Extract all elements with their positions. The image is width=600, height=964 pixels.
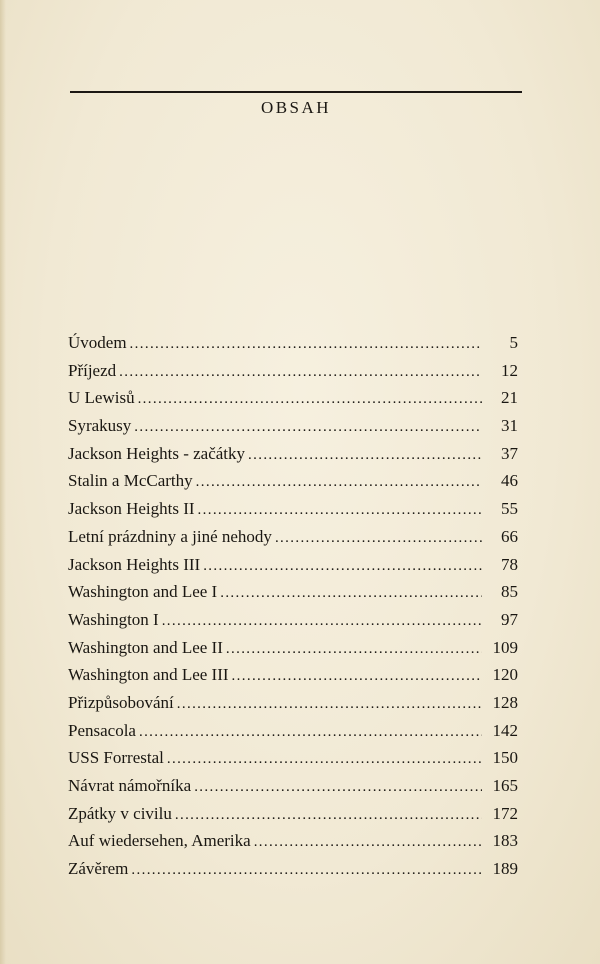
toc-entry-page: 109 bbox=[492, 637, 518, 657]
toc-entry bbox=[68, 661, 518, 689]
toc-entry-page: 183 bbox=[492, 831, 518, 851]
toc-entry bbox=[68, 412, 518, 440]
toc-entry-page: 120 bbox=[492, 665, 518, 685]
toc-entry-title: Letní prázdniny a jiné nehody bbox=[68, 526, 272, 546]
toc-entry bbox=[68, 551, 518, 579]
toc-entry-title: Washington and Lee II bbox=[68, 637, 223, 657]
toc-entry bbox=[68, 744, 518, 772]
toc-leader-dots bbox=[134, 414, 482, 442]
toc-leader-dots bbox=[248, 442, 482, 470]
toc-entry bbox=[68, 578, 518, 606]
toc-entry-title: Auf wiedersehen, Amerika bbox=[68, 831, 251, 851]
toc-entry-title: U Lewisů bbox=[68, 388, 135, 408]
toc-entry-page: 12 bbox=[501, 360, 518, 380]
toc-entry-title: Příjezd bbox=[68, 360, 117, 380]
toc-entry bbox=[68, 855, 518, 883]
toc-leader-dots bbox=[196, 469, 482, 497]
toc-entry-page: 66 bbox=[501, 526, 518, 546]
toc-leader-dots bbox=[177, 691, 482, 719]
toc-entry bbox=[68, 495, 518, 523]
toc-entry-title: Úvodem bbox=[68, 333, 127, 352]
toc-entry-title: Přizpůsobování bbox=[68, 692, 174, 712]
toc-entry bbox=[68, 523, 518, 551]
toc-leader-dots bbox=[139, 719, 482, 747]
toc-entry-title: Washington I bbox=[68, 609, 159, 629]
toc-entry-page: 78 bbox=[501, 554, 518, 574]
toc-entry bbox=[68, 717, 518, 745]
toc-entry bbox=[68, 440, 518, 468]
toc-entry bbox=[68, 329, 518, 357]
toc-leader-dots bbox=[175, 802, 482, 830]
toc-entry-title: Zpátky v civilu bbox=[68, 803, 172, 823]
toc-entry-page: 21 bbox=[501, 388, 518, 408]
toc-entry bbox=[68, 800, 518, 828]
toc-entry-page: 189 bbox=[492, 859, 518, 879]
toc-leader-dots bbox=[198, 497, 482, 525]
toc-entry-title: Závěrem bbox=[68, 859, 129, 879]
toc-leader-dots bbox=[275, 525, 482, 553]
toc-entry-page: 128 bbox=[492, 692, 518, 712]
toc-leader-dots bbox=[203, 553, 482, 581]
toc-leader-dots bbox=[119, 359, 482, 387]
toc-entry-page: 172 bbox=[492, 803, 518, 823]
toc-entry-title: USS Forrestal bbox=[68, 748, 164, 768]
toc-entry-page: 150 bbox=[492, 748, 518, 768]
header-rule bbox=[70, 91, 522, 93]
toc-leader-dots bbox=[194, 774, 482, 802]
toc-entry-title: Stalin a McCarthy bbox=[68, 471, 193, 491]
contents-heading: OBSAH bbox=[260, 98, 332, 117]
toc-leader-dots bbox=[232, 663, 482, 691]
toc-entry-page: 5 bbox=[509, 333, 518, 352]
toc-entry bbox=[68, 467, 518, 495]
toc-entry-page: 37 bbox=[501, 443, 518, 463]
toc-entry-page: 165 bbox=[492, 776, 518, 795]
toc-leader-dots bbox=[226, 636, 482, 664]
toc-entry-title: Jackson Heights II bbox=[68, 499, 195, 519]
toc-entry bbox=[68, 772, 518, 800]
toc-entry bbox=[68, 689, 518, 717]
toc-entry-title: Jackson Heights III bbox=[68, 554, 201, 574]
toc-entry-page: 142 bbox=[492, 720, 518, 740]
toc-entry bbox=[68, 606, 518, 634]
toc-entry-title: Pensacola bbox=[68, 720, 136, 740]
toc-entry-title: Syrakusy bbox=[68, 416, 132, 436]
toc-leader-dots bbox=[254, 829, 482, 857]
table-of-contents bbox=[68, 329, 518, 883]
toc-entry bbox=[68, 357, 518, 385]
toc-entry bbox=[68, 634, 518, 662]
toc-entry-title: Washington and Lee I bbox=[68, 582, 218, 602]
toc-entry bbox=[68, 827, 518, 855]
toc-leader-dots bbox=[162, 608, 482, 636]
toc-leader-dots bbox=[138, 386, 482, 414]
toc-leader-dots bbox=[131, 857, 482, 885]
toc-entry-page: 97 bbox=[501, 609, 518, 629]
toc-entry bbox=[68, 384, 518, 412]
toc-entry-title: Návrat námořníka bbox=[68, 776, 192, 795]
page-edge-shadow bbox=[0, 0, 6, 964]
toc-entry-title: Washington and Lee III bbox=[68, 665, 229, 685]
toc-entry-page: 46 bbox=[501, 471, 518, 491]
toc-entry-page: 31 bbox=[501, 416, 518, 436]
toc-leader-dots bbox=[167, 746, 482, 774]
toc-entry-title: Jackson Heights - začátky bbox=[68, 443, 246, 463]
toc-leader-dots bbox=[220, 580, 482, 608]
toc-entry-page: 55 bbox=[501, 499, 518, 519]
toc-leader-dots bbox=[130, 331, 482, 359]
toc-entry-page: 85 bbox=[501, 582, 518, 602]
